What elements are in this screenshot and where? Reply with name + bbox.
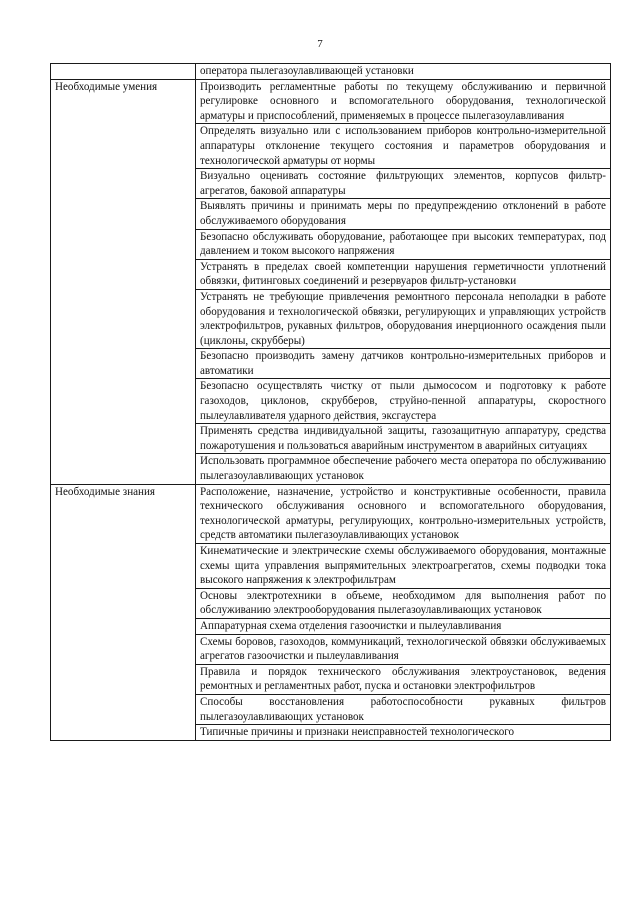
requirement-item: Применять средства индивидуальной защиты, газозащитную аппаратуру, средства пожаротушения и пользоваться аварийным инструментом в аварийных ситуациях	[196, 424, 611, 454]
requirement-item: Кинематические и электрические схемы обслуживаемого оборудования, монтажные схемы щита управления выпрямительных электроагрегатов, схемы подводки тока высокого напряжения к электрофильтрам	[196, 544, 611, 589]
row-label-empty	[51, 64, 196, 80]
requirement-item: Производить регламентные работы по текущему обслуживанию и первичной регулировке основного и вспомогательного оборудования, технологической арматуры и приспособлений, применяемых в процессе пылегазоулавливания	[196, 79, 611, 124]
requirement-item: Способы восстановления работоспособности рукавных фильтров пылегазоулавливающих установок	[196, 694, 611, 724]
requirement-item: Использовать программное обеспечение рабочего места оператора по обслуживанию пылегазоулавливающих установок	[196, 454, 611, 484]
page-bottom-margin	[0, 836, 640, 905]
requirement-item: Основы электротехники в объеме, необходимом для выполнения работ по обслуживанию электрооборудования пылегазоулавливающих установок	[196, 588, 611, 618]
requirement-item: Безопасно обслуживать оборудование, работающее при высоких температурах, под давлением и током высокого напряжения	[196, 229, 611, 259]
page-number: 7	[317, 38, 323, 50]
requirement-item: Устранять в пределах своей компетенции нарушения герметичности уплотнений обвязки, фитинговых соединений и резервуаров фильтр-установки	[196, 259, 611, 289]
requirement-item: Типичные причины и признаки неисправностей технологического	[196, 725, 611, 741]
continuation-cell: оператора пылегазоулавливающей установки	[196, 64, 611, 80]
table-row	[51, 64, 611, 80]
requirements-table	[50, 63, 611, 741]
requirement-item: Визуально оценивать состояние фильтрующих элементов, корпусов фильтр-агрегатов, баковой аппаратуры	[196, 169, 611, 199]
section-label: Необходимые знания	[51, 484, 196, 740]
requirement-item: Расположение, назначение, устройство и конструктивные особенности, правила технического обслуживания основного и вспомогательного оборудования, технологической арматуры, регулирующих, контрольно-измерительных устройств, средств автоматики пылегазоулавливающих установок	[196, 484, 611, 543]
requirement-item: Аппаратурная схема отделения газоочистки и пылеулавливания	[196, 618, 611, 634]
requirement-item: Схемы боровов, газоходов, коммуникаций, технологической обвязки обслуживаемых агрегатов газоочистки и пылеулавливания	[196, 634, 611, 664]
requirement-item: Определять визуально или с использованием приборов контрольно-измерительной аппаратуры отклонение текущего состояния и параметров оборудования и технологической арматуры от нормы	[196, 124, 611, 169]
requirement-item: Безопасно осуществлять чистку от пыли дымососом и подготовку к работе газоходов, циклонов, скрубберов, струйно-пенной аппаратуры, скоростного пылеулавливателя ударного действия, эксгаустера	[196, 379, 611, 424]
requirement-item: Правила и порядок технического обслуживания электроустановок, ведения ремонтных и регламентных работ, пуска и остановки электрофильтров	[196, 664, 611, 694]
section-label: Необходимые умения	[51, 79, 196, 484]
requirement-item: Устранять не требующие привлечения ремонтного персонала неполадки в работе оборудования и технологической обвязки, регулирующих и управляющих устройств электрофильтров, рукавных фильтров, оборудования инерционного осаждения пыли (циклоны, скрубберы)	[196, 289, 611, 348]
table-row	[51, 79, 611, 124]
table-row	[51, 484, 611, 543]
requirement-item: Выявлять причины и принимать меры по предупреждению отклонений в работе обслуживаемого оборудования	[196, 199, 611, 229]
requirement-item: Безопасно производить замену датчиков контрольно-измерительных приборов и автоматики	[196, 349, 611, 379]
